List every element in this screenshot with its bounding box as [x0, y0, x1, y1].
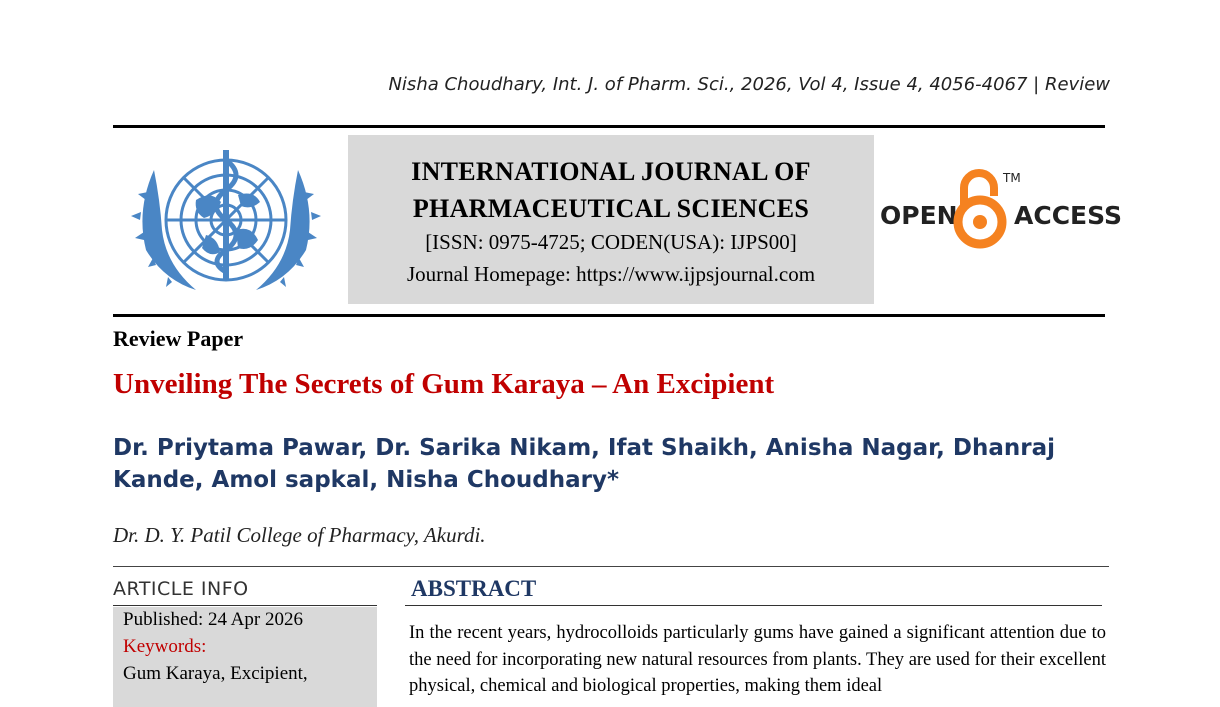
keywords-list: Gum Karaya, Excipient,: [123, 663, 308, 684]
open-access-right-text: ACCESS: [1014, 201, 1123, 230]
journal-issn: [ISSN: 0975-4725; CODEN(USA): IJPS00]: [425, 230, 797, 254]
journal-name-line2: PHARMACEUTICAL SCIENCES: [412, 194, 810, 223]
journal-homepage: Journal Homepage: https://www.ijpsjournal.com: [406, 262, 816, 286]
trademark-text: TM: [1003, 171, 1021, 185]
journal-banner: [348, 135, 874, 304]
article-info-heading: ARTICLE INFO: [113, 578, 249, 600]
abstract-rule: [405, 605, 1102, 606]
header-top-rule: [113, 125, 1105, 128]
header-bottom-rule: [113, 314, 1105, 317]
abstract-heading: ABSTRACT: [411, 576, 537, 601]
padlock-icon: [958, 173, 1002, 244]
abstract-text: In the recent years, hydrocolloids particularly gums have gained a significant attention due to the need for incorporating new natural resources from plants. They are used for their excellent physical, chemical and biological properties, making them ideal: [409, 623, 1106, 696]
author-affiliation: Dr. D. Y. Patil College of Pharmacy, Akurdi.: [113, 523, 486, 547]
article-info-box: [113, 607, 377, 707]
open-access-left-text: OPEN: [880, 201, 958, 230]
section-divider: [113, 566, 1109, 567]
keywords-label: Keywords:: [123, 636, 207, 657]
open-access-logo: [880, 166, 1123, 252]
published-date: Published: 24 Apr 2026: [123, 609, 303, 630]
running-header-citation: Nisha Choudhary, Int. J. of Pharm. Sci., 2026, Vol 4, Issue 4, 4056-4067 | Review: [388, 74, 1110, 95]
article-title: Unveiling The Secrets of Gum Karaya – An Excipient: [113, 368, 775, 400]
article-info-rule: [113, 605, 377, 606]
journal-emblem-logo: [126, 140, 326, 306]
author-list: Dr. Priytama Pawar, Dr. Sarika Nikam, Ifat Shaikh, Anisha Nagar, Dhanraj Kande, Amol sapkal, Nisha Choudhary*: [113, 435, 1055, 493]
journal-name-line1: INTERNATIONAL JOURNAL OF: [411, 157, 811, 186]
article-type: Review Paper: [113, 326, 244, 351]
